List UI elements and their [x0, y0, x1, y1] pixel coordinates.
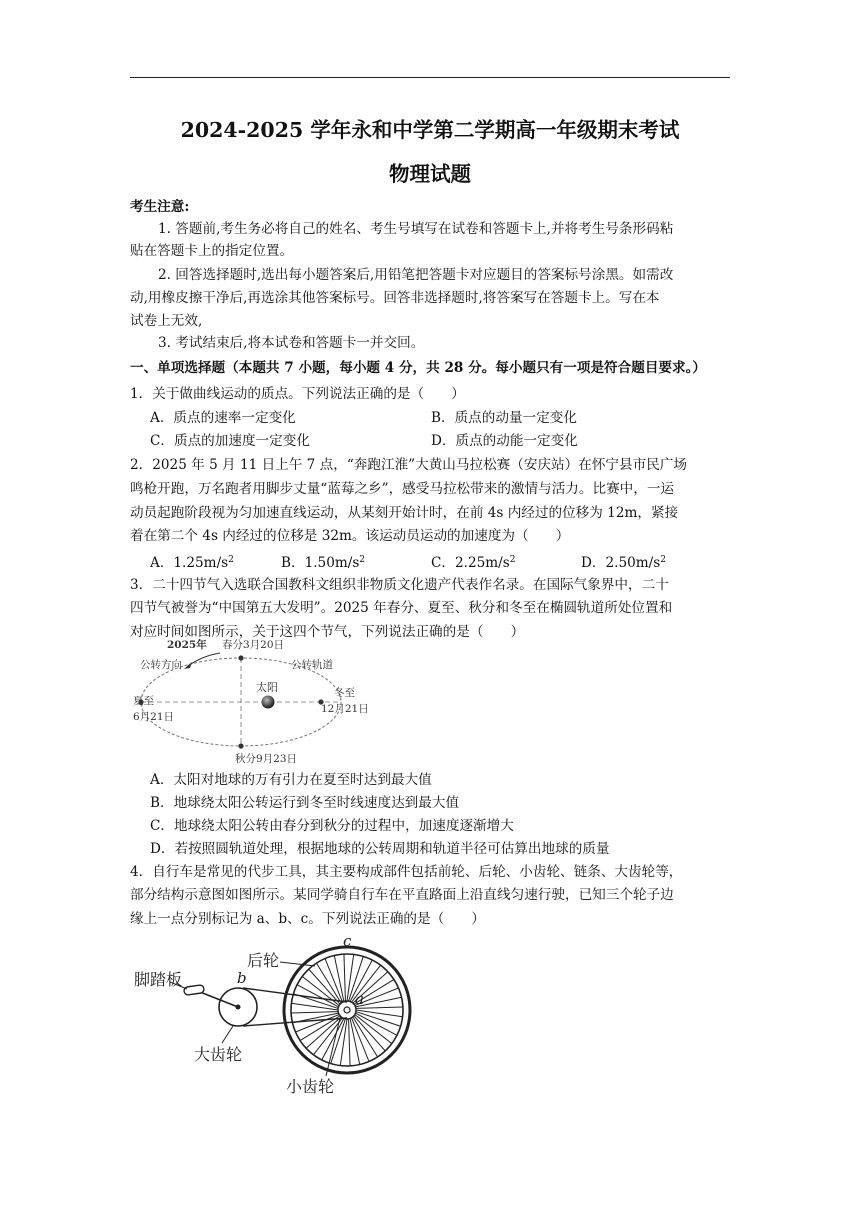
notice-heading: 考生注意: — [130, 199, 190, 215]
label-a: a — [355, 990, 364, 1008]
wheel-spoke — [291, 1012, 338, 1013]
spring-label: 春分3月20日 — [222, 639, 285, 651]
q4-stem-line: 4．自行车是常见的代步工具，其主要构成部件包括前轮、后轮、小齿轮、链条、大齿轮等， — [130, 864, 683, 880]
q4-stem-line: 部分结构示意图如图所示。某同学骑自行车在平直路面上沿直线匀速行驶，已知三个轮子边 — [130, 887, 674, 903]
exam-title: 2024-2025 学年永和中学第二学期高一年级期末考试 — [180, 118, 680, 142]
notice-line: 2. 回答选择题时,选出每小题答案后,用铅笔把答题卡对应题目的答案标号涂黑。如需改 — [158, 267, 674, 283]
pedal-label: 脚踏板 — [134, 970, 183, 989]
q1-option-d: D．质点的动能一定变化 — [431, 433, 578, 449]
summer-date: 6月21日 — [133, 711, 175, 723]
notice-line: 1. 答题前,考生务必将自己的姓名、考生号填写在试卷和答题卡上,并将考生号条形码粘 — [158, 221, 674, 237]
bicycle-diagram — [130, 930, 420, 1100]
spring-point — [238, 655, 243, 660]
wheel-spoke — [344, 954, 345, 1001]
exam-subtitle: 物理试题 — [389, 162, 471, 186]
small-gear-label: 小齿轮 — [286, 1077, 335, 1096]
q3-option-d: D．若按照圆轨道处理，根据地球的公转周期和轨道半径可估算出地球的质量 — [150, 841, 610, 857]
q2-option-d: D．$2.50m/s^2$ — [581, 555, 666, 571]
q2-stem-line: 鸣枪开跑，万名跑者用脚步丈量“蓝莓之乡”，感受马拉松带来的激情与活力。比赛中，一运 — [130, 481, 675, 497]
wheel-spoke — [356, 1010, 403, 1017]
wheel-spoke — [340, 1019, 347, 1066]
q2-option-c: C．$2.25m/s^2$ — [431, 555, 516, 571]
big-gear-label: 大齿轮 — [194, 1045, 243, 1064]
sun-label: 太阳 — [256, 681, 278, 694]
notice-line: 3. 考试结束后,将本试卷和答题卡一并交回。 — [158, 335, 425, 351]
chain-lower — [243, 1018, 347, 1026]
q4-stem-line: 缘上一点分别标记为 a、b、c。下列说法正确的是（ ） — [130, 911, 485, 927]
q3-option-b: B．地球绕太阳公转运行到冬至时线速度达到最大值 — [150, 795, 460, 811]
winter-date: 12月21日 — [321, 703, 369, 715]
autumn-label: 秋分9月23日 — [235, 753, 298, 765]
wheel-spoke — [291, 1003, 338, 1010]
wheel-spoke — [356, 1012, 401, 1027]
label-c: c — [343, 932, 352, 950]
summer-label: 夏至 — [133, 695, 154, 707]
wheel-spoke — [349, 1019, 350, 1066]
q3-option-c: C．地球绕太阳公转由春分到秋分的过程中，加速度逐渐增大 — [150, 818, 514, 834]
rear-wheel-icon — [284, 947, 410, 1073]
notice-line: 试卷上无效, — [130, 313, 203, 329]
q1-option-c: C．质点的加速度一定变化 — [150, 433, 310, 449]
q2-option-b: B．$1.50m/s^2$ — [281, 555, 366, 571]
q3-stem-line: 对应时间如图所示，关于这四个节气，下列说法正确的是（ ） — [130, 624, 525, 640]
q3-stem-line: 3．二十四节气入选联合国教科文组织非物质文化遗产代表作名录。在国际气象界中，二十 — [130, 577, 669, 593]
autumn-point — [238, 743, 243, 748]
q2-stem-line: 着在第二个 4s 内经过的位移是 32m。该运动员运动的加速度为（ ） — [130, 528, 570, 544]
notice-line: 动,用橡皮擦干净后,再选涂其他答案标号。回答非选择题时,将答案写在答题卡上。写在本 — [130, 290, 660, 306]
rear-wheel-label: 后轮 — [247, 951, 280, 970]
sun-icon — [262, 696, 275, 709]
q2-option-a: A．$1.25m/s^2$ — [150, 555, 234, 571]
winter-label: 冬至 — [334, 687, 355, 699]
header-rule — [130, 77, 730, 78]
label-b: b — [237, 969, 247, 987]
orbit-diagram — [130, 636, 390, 768]
q1-stem: 1．关于做曲线运动的质点。下列说法正确的是（ ） — [130, 386, 465, 402]
notice-line: 贴在答题卡上的指定位置。 — [130, 243, 294, 259]
q3-stem-line: 四节气被誉为“中国第五大发明”。2025 年春分、夏至、秋分和冬至在椭圆轨道所处位置和 — [130, 600, 673, 616]
section-heading: 一、单项选择题（本题共 7 小题，每小题 4 分，共 28 分。每小题只有一项是符合题目要求。） — [130, 360, 706, 376]
orbit-label: 公转轨道 — [291, 659, 333, 671]
q2-stem-line: 动员起跑阶段视为匀加速直线运动，从某刻开始计时，在前 4s 内经过的位移为 12m，紧接 — [130, 505, 679, 521]
pedal-icon — [184, 985, 205, 996]
q3-option-a: A．太阳对地球的万有引力在夏至时达到最大值 — [150, 772, 432, 788]
q1-option-b: B．质点的动量一定变化 — [431, 410, 577, 426]
direction-label: 公转方向 — [140, 659, 182, 671]
q1-option-a: A．质点的速率一定变化 — [150, 410, 296, 426]
figure-year: 2025年 — [167, 639, 207, 651]
wheel-spoke — [347, 954, 354, 1001]
q2-stem-line: 2．2025 年 5 月 11 日上午 7 点，“奔跑江淮”大黄山马拉松赛（安庆站）在怀宁县市民广场 — [130, 457, 687, 473]
